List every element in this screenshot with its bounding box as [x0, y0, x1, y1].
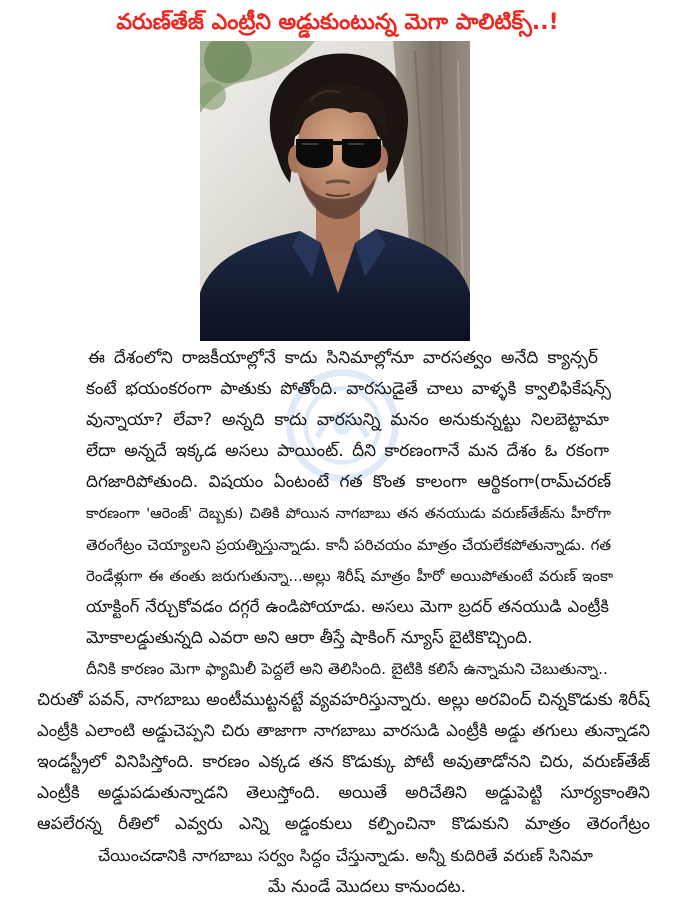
article-line: కంటే భయంకరంగా పాతుకు పోతోంది. వారసుడైతే చాలు వాళ్ళకి క్వాలిఫికేషన్స్ [86, 379, 611, 399]
article-line: ఆపలేరన్న రీతిలో ఎవ్వరు ఎన్ని అడ్డంకులు కల్పించినా కొడుకుని మాత్రం తెరంగేట్రం [37, 814, 650, 834]
article-line: చేయించడానికి నాగబాబు సర్వం సిద్ధం చేస్తున్నాడు. అన్నీ కుదిరితే వరుణ్ సినిమా [98, 846, 593, 865]
article-line: యాక్టింగ్ నేర్చుకోవడం దగ్గరే ఉండిపోయాడు. అసలు మెగా బ్రదర్ తనయుడి ఎంట్రీకి [86, 597, 609, 616]
article-photo [200, 41, 470, 341]
article-line: ఇండస్ట్రీలో వినిపిస్తోంది. కారణం ఎక్కడ తన కొడుక్కు పోటీ అవుతాడోనని చిరు, వరుణ్‌తేజ్ [37, 752, 650, 772]
article-line: లేదా అన్నదే ఇక్కడ అసలు పాయింట్. దీని కారణంగానే మన దేశం ఓ రకంగా [86, 441, 609, 461]
article-line: దీనికి కారణం మెగా ఫ్యామిలీ పెద్దలే అని తెలిసింది. బైటికి కలిసే ఉన్నామని చెబుతున్నా.. [86, 660, 608, 678]
article-line: కారణంగా 'ఆరెంజ్' దెబ్బకు) చితికి పోయిన నాగబాబు తన తనయుడు వరుణ్‌తేజ్‌ను హీరోగా [86, 506, 611, 522]
article-line: వున్నాయా? లేవా? అన్నది కాదు వారసున్ని మనం అనుకున్నట్టు నిలబెట్టామా [86, 410, 609, 430]
person-photo-image [200, 41, 470, 341]
article-line: మోకాలడ్డుతున్నది ఎవరా అని ఆరా తీస్తే షాకింగ్ న్యూస్ బైటికొచ్చింది. [86, 628, 533, 648]
article-line: ఎంట్రీకి ఎలాంటి అడ్డుచెప్పని చిరు తాజాగా నాగబాబు వారసుడి ఎంట్రీకి అడ్డు తగులు తున్నాడని [37, 721, 650, 740]
article-line: ఈ దేశంలోని రాజకీయాల్లోనే కాదు సినిమాల్లోనూ వారసత్వం అనేది క్యాన్సర్ [88, 348, 598, 368]
article-line: మే నుండే మొదలు కానుందట. [267, 877, 467, 897]
article-line: రెండేళ్లుగా ఈ తంతు జరుగుతున్నా...అల్లు శిరీష్ మాత్రం హీరో అయిపోతుంటే వరుణ్ ఇంకా [86, 567, 613, 585]
article-line: చిరుతో పవన్, నాగబాబు అంటీముట్టనట్టే వ్యవహరిస్తున్నారు. అల్లు అరవింద్ చిన్నకొడుకు శిరీష్ [37, 690, 650, 710]
article-title: వరుణ్‌తేజ్ ఎంట్రీని అడ్డుకుంటున్న మెగా పాలిటిక్స్..! [116, 10, 559, 35]
article-line: దిగజారిపోతుంది. విషయం ఏంటంటే గత కొంత కాలంగా ఆర్థికంగా(రామ్‌చరణ్ [86, 472, 611, 492]
article-line: ఎంట్రీకి అడ్డుపడుతున్నాడని తెలుస్తోంది. అయితే అరిచేతిని అడ్డుపెట్టి సూర్యకాంతిని [37, 783, 650, 803]
article-line: తెరంగేట్రం చెయ్యాలని ప్రయత్నిస్తున్నాడు. కానీ పరిచయం మాత్రం చేయలేకపోతున్నాడు. గత [86, 536, 611, 554]
